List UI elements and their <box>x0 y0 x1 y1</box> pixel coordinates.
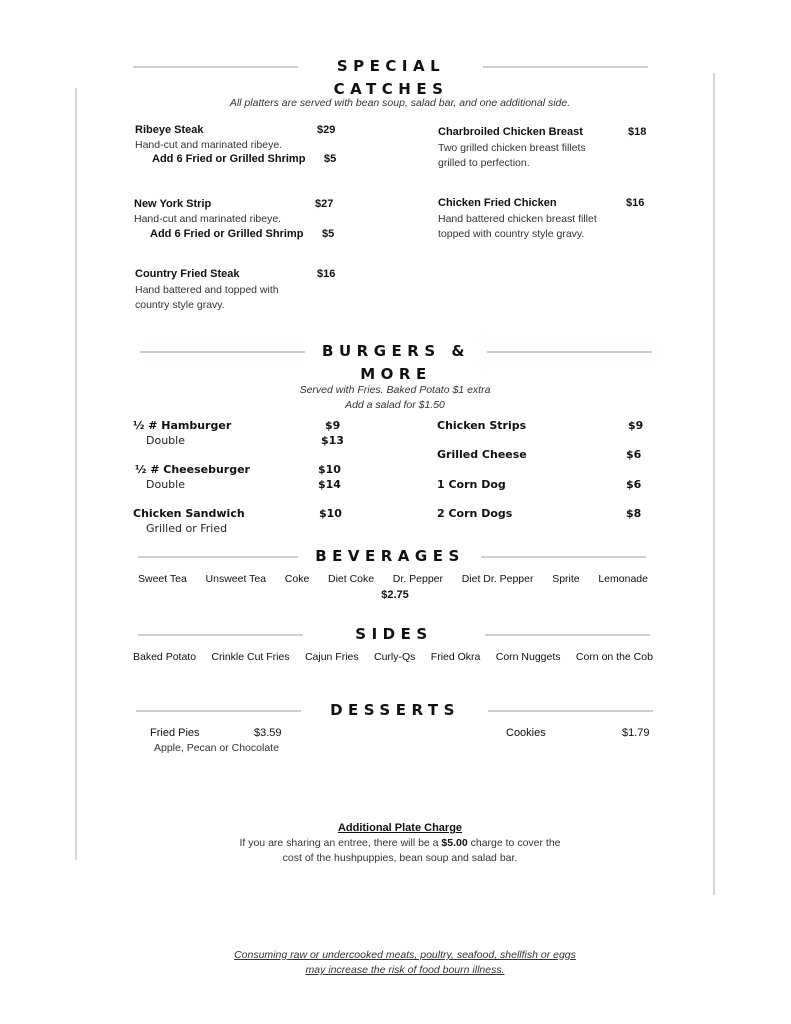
hamburger-double: Double <box>146 434 185 447</box>
cheeseburger-double: Double <box>146 478 185 491</box>
ribeye-name: Ribeye Steak <box>135 124 204 136</box>
special-catches-title-line1: SPECIAL <box>336 57 446 75</box>
beverage-item: Sweet Tea <box>138 573 187 585</box>
special-rule-left <box>133 66 298 68</box>
corn-dog-name: 1 Corn Dog <box>437 478 506 491</box>
chicken-fried-chicken-name: Chicken Fried Chicken <box>438 197 557 209</box>
fried-pies-name: Fried Pies <box>150 727 200 739</box>
ribeye-addon: Add 6 Fried or Grilled Shrimp <box>152 153 306 165</box>
beverage-item: Lemonade <box>598 573 648 585</box>
side-item: Cajun Fries <box>304 651 359 663</box>
sides-rule-left <box>138 634 303 636</box>
charbroiled-chicken-desc-2: grilled to perfection. <box>438 157 530 169</box>
hamburger-name: ½ # Hamburger <box>133 419 232 432</box>
cheeseburger-name: ½ # Cheeseburger <box>135 463 250 476</box>
fried-pies-desc: Apple, Pecan or Chocolate <box>154 742 279 754</box>
charbroiled-chicken-desc-1: Two grilled chicken breast fillets <box>438 142 586 154</box>
beverages-list <box>138 573 648 585</box>
plate-charge-line2: cost of the hushpuppies, bean soup and salad bar. <box>282 852 518 864</box>
burgers-note-2: Add a salad for $1.50 <box>345 399 445 411</box>
beverage-item: Diet Dr. Pepper <box>461 573 534 585</box>
sides-rule-right <box>485 634 650 636</box>
burgers-title-line2: MORE <box>360 365 432 383</box>
desserts-title: DESSERTS <box>330 701 460 719</box>
chicken-strips-name: Chicken Strips <box>437 419 527 432</box>
corn-dog-price: $6 <box>626 478 642 491</box>
burgers-rule-right <box>487 351 652 353</box>
side-item: Crinkle Cut Fries <box>211 651 290 663</box>
ny-strip-addon: Add 6 Fried or Grilled Shrimp <box>150 228 304 240</box>
disclaimer-line2: may increase the risk of food bourn illness. <box>305 964 505 976</box>
hamburger-double-price: $13 <box>321 434 344 447</box>
hamburger-price: $9 <box>325 419 341 432</box>
beverages-rule-left <box>138 556 298 558</box>
ny-strip-name: New York Strip <box>134 198 212 210</box>
plate-charge-text-after: charge to cover the <box>467 837 561 849</box>
grilled-cheese-name: Grilled Cheese <box>437 448 527 461</box>
cheeseburger-price: $10 <box>318 463 341 476</box>
beverages-title: BEVERAGES <box>315 547 465 565</box>
beverage-item: Coke <box>284 573 310 585</box>
ny-strip-price: $27 <box>315 198 334 210</box>
grilled-cheese-price: $6 <box>626 448 642 461</box>
plate-charge-line1 <box>180 837 620 849</box>
charbroiled-chicken-name: Charbroiled Chicken Breast <box>438 126 583 138</box>
corn-dogs-name: 2 Corn Dogs <box>437 507 513 520</box>
desserts-rule-right <box>488 710 653 712</box>
side-item: Curly-Qs <box>374 651 416 663</box>
country-fried-steak-desc-2: country style gravy. <box>135 299 225 311</box>
sides-list <box>133 651 653 663</box>
right-border-line <box>713 73 715 895</box>
sides-title: SIDES <box>355 625 433 643</box>
cookies-name: Cookies <box>506 727 546 739</box>
beverage-item: Diet Coke <box>327 573 375 585</box>
corn-dogs-price: $8 <box>626 507 642 520</box>
cookies-price: $1.79 <box>622 727 650 739</box>
cheeseburger-double-price: $14 <box>318 478 341 491</box>
desserts-rule-left <box>136 710 301 712</box>
ribeye-desc: Hand-cut and marinated ribeye. <box>135 139 283 151</box>
country-fried-steak-price: $16 <box>317 268 336 280</box>
burgers-note-1: Served with Fries. Baked Potato $1 extra <box>299 384 491 396</box>
plate-charge-title: Additional Plate Charge <box>337 822 463 834</box>
ny-strip-desc: Hand-cut and marinated ribeye. <box>134 213 282 225</box>
fried-pies-price: $3.59 <box>254 727 282 739</box>
chicken-fried-chicken-desc-1: Hand battered chicken breast fillet <box>438 213 597 225</box>
chicken-sandwich-name: Chicken Sandwich <box>133 507 245 520</box>
burgers-rule-left <box>140 351 305 353</box>
side-item: Baked Potato <box>133 651 197 663</box>
beverages-price: $2.75 <box>381 589 409 601</box>
chicken-strips-price: $9 <box>628 419 644 432</box>
left-border-line <box>75 88 77 860</box>
country-fried-steak-desc-1: Hand battered and topped with <box>135 284 279 296</box>
chicken-sandwich-price: $10 <box>319 507 342 520</box>
beverage-item: Dr. Pepper <box>392 573 443 585</box>
ribeye-addon-price: $5 <box>324 153 337 165</box>
special-rule-right <box>483 66 648 68</box>
side-item: Fried Okra <box>430 651 481 663</box>
country-fried-steak-name: Country Fried Steak <box>135 268 240 280</box>
ribeye-price: $29 <box>317 124 336 136</box>
chicken-fried-chicken-price: $16 <box>626 197 645 209</box>
beverages-rule-right <box>481 556 646 558</box>
special-catches-title-line2: CATCHES <box>333 80 449 98</box>
disclaimer-line1: Consuming raw or undercooked meats, poultry, seafood, shellfish or eggs <box>234 949 576 961</box>
charbroiled-chicken-price: $18 <box>628 126 647 138</box>
beverage-item: Sprite <box>552 573 580 585</box>
side-item: Corn Nuggets <box>495 651 561 663</box>
special-note: All platters are served with bean soup, salad bar, and one additional side. <box>229 97 571 109</box>
chicken-fried-chicken-desc-2: topped with country style gravy. <box>438 228 585 240</box>
plate-charge-amount: $5.00 <box>441 837 468 849</box>
ny-strip-addon-price: $5 <box>322 228 335 240</box>
plate-charge-text-before: If you are sharing an entree, there will be a <box>239 837 442 849</box>
burgers-title-line1: BURGERS & <box>322 342 470 360</box>
chicken-sandwich-sub: Grilled or Fried <box>146 522 228 535</box>
side-item: Corn on the Cob <box>575 651 653 663</box>
beverage-item: Unsweet Tea <box>205 573 267 585</box>
